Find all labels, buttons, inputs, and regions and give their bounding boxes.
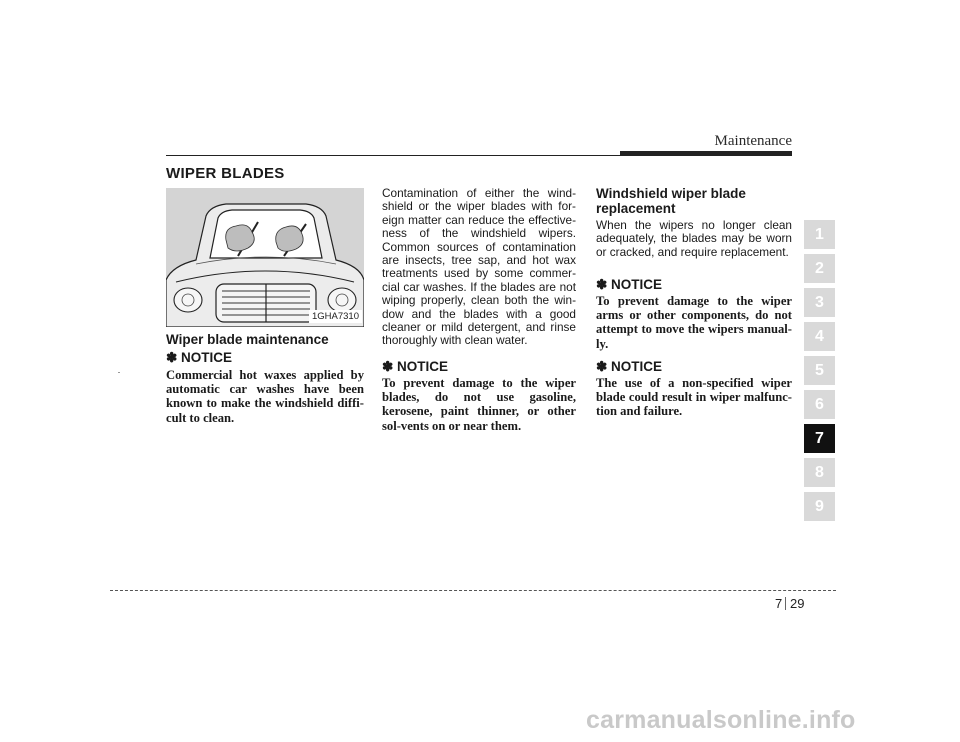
- contamination-paragraph: Contamination of either the wind-shield or the wiper blades with for-eign matter can reduce the effective-ness of the windshield wipers. Common sources of contamination are insects, tree sap, and hot wax treatments used by some commer-cial car washes. If the blades are not wiping properly, clean both the win-dow and the blades with a good cleaner or mild detergent, and rinse thoroughly with clean water.: [382, 186, 576, 348]
- notice-title: ✽ NOTICE: [596, 359, 663, 374]
- chapter-tab-3[interactable]: 3: [804, 288, 835, 317]
- footer-page: 29: [790, 596, 805, 611]
- notice-text: The use of a non-specified wiper blade could result in wiper malfunc-tion and failure.: [596, 376, 792, 419]
- car-front-drawing: [166, 188, 364, 327]
- section-title: WIPER BLADES: [166, 165, 285, 182]
- chapter-tabs: [804, 220, 835, 526]
- chapter-tab-8[interactable]: 8: [804, 458, 835, 487]
- footer-chapter: 7: [775, 596, 783, 611]
- chapter-tab-1[interactable]: 1: [804, 220, 835, 249]
- replacement-paragraph: When the wipers no longer clean adequately, the blades may be worn or cracked, and require replacement.: [596, 218, 792, 259]
- notice-text: Commercial hot waxes applied by automatic car washes have been known to make the windshield diffi-cult to clean.: [166, 368, 364, 425]
- margin-mark: [118, 372, 120, 373]
- chapter-tab-2[interactable]: 2: [804, 254, 835, 283]
- watermark: carmanualsonline.info: [586, 706, 856, 734]
- page-separator: [785, 597, 786, 610]
- chapter-tab-4[interactable]: 4: [804, 322, 835, 351]
- chapter-tab-5[interactable]: 5: [804, 356, 835, 385]
- notice-title: ✽ NOTICE: [382, 359, 449, 374]
- figure-code: 1GHA7310: [309, 310, 362, 323]
- wiper-maintenance-heading: Wiper blade maintenance: [166, 332, 329, 347]
- wiper-illustration: [166, 188, 364, 327]
- header-title: Maintenance: [714, 133, 792, 149]
- footer-rule: [110, 590, 836, 591]
- chapter-tab-7[interactable]: 7: [804, 424, 835, 453]
- replacement-heading: Windshield wiper blade replacement: [596, 186, 746, 216]
- chapter-tab-9[interactable]: 9: [804, 492, 835, 521]
- header-rule-accent: [620, 151, 792, 156]
- notice-text: To prevent damage to the wiper arms or other components, do not attempt to move the wipers manual-ly.: [596, 294, 792, 351]
- chapter-tab-6[interactable]: 6: [804, 390, 835, 419]
- notice-text: To prevent damage to the wiper blades, do not use gasoline, kerosene, paint thinner, or other sol-vents on or near them.: [382, 376, 576, 433]
- notice-title: ✽ NOTICE: [166, 350, 233, 365]
- notice-title: ✽ NOTICE: [596, 277, 663, 292]
